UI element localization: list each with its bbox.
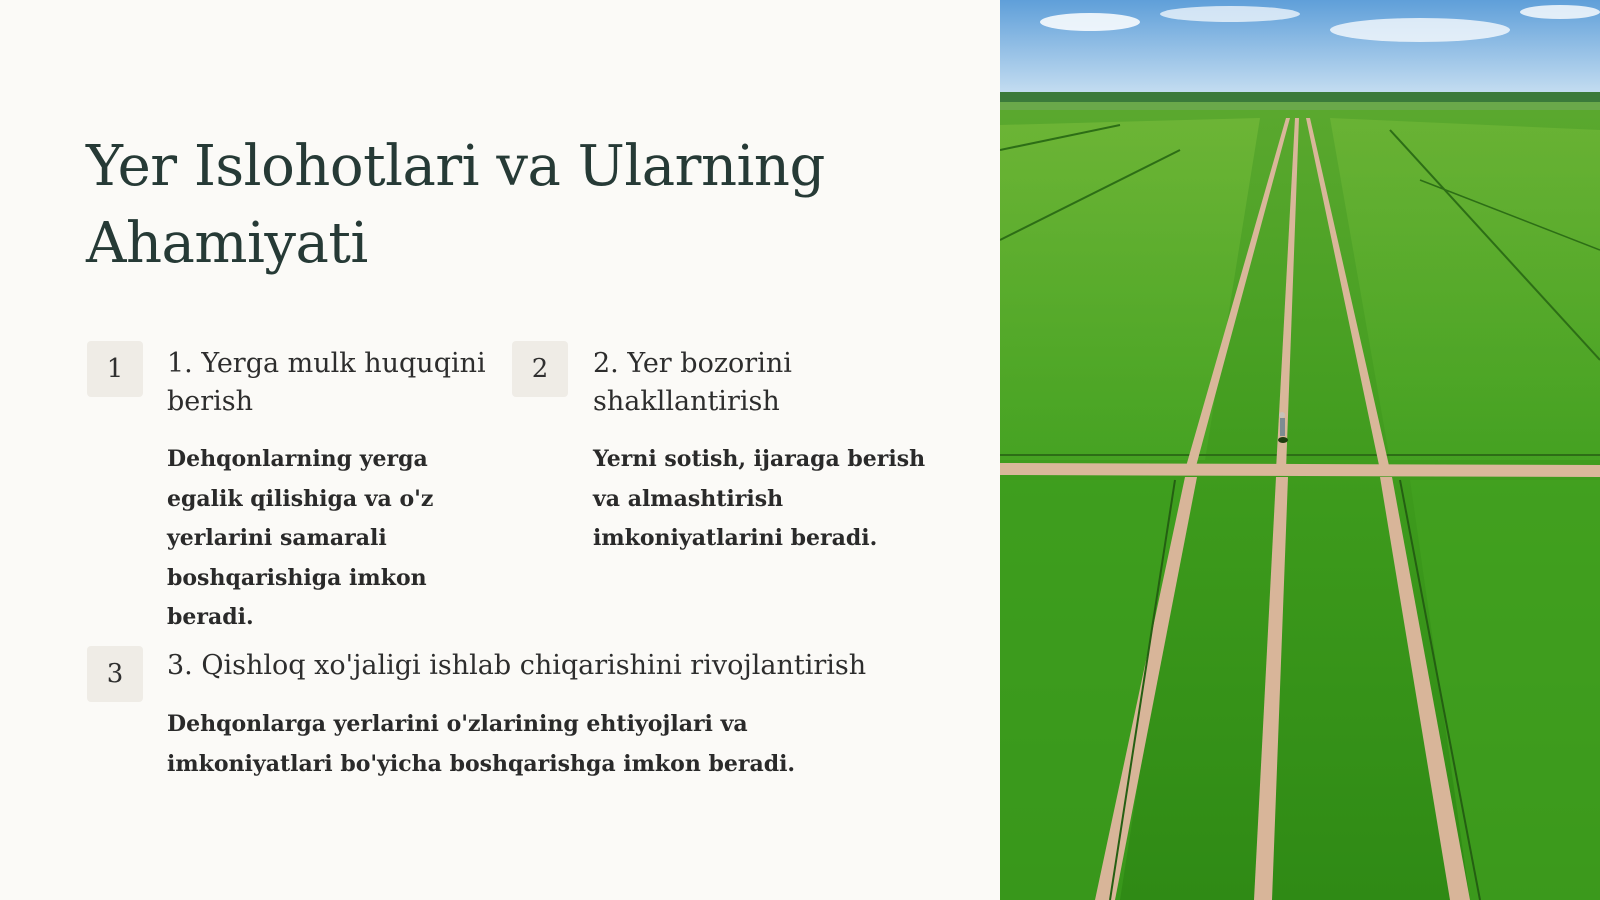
item-description: Dehqonlarga yerlarini o'zlarining ehtiyojlari va imkoniyatlari bo'yicha boshqarishga imkon beradi. bbox=[167, 711, 796, 777]
slide-title: Yer Islohotlari va Ularning Ahamiyati bbox=[86, 134, 825, 276]
item-title: 3. Qishloq xo'jaligi ishlab chiqarishini rivojlantirish bbox=[167, 650, 867, 681]
item-description: Yerni sotish, ijaraga berish va almashtirish imkoniyatlarini beradi. bbox=[593, 446, 926, 551]
item-title: 1. Yerga mulk huquqini berish bbox=[167, 348, 486, 417]
item-number-badge: 3 bbox=[87, 646, 143, 702]
item-description: Dehqonlarning yerga egalik qilishiga va o'z yerlarini samarali boshqarishiga imkon beradi. bbox=[167, 446, 434, 630]
item-number-badge: 1 bbox=[87, 341, 143, 397]
item-title: 2. Yer bozorini shakllantirish bbox=[593, 348, 792, 417]
item-number-badge: 2 bbox=[512, 341, 568, 397]
aerial-farm-fields-photo bbox=[1000, 0, 1600, 900]
